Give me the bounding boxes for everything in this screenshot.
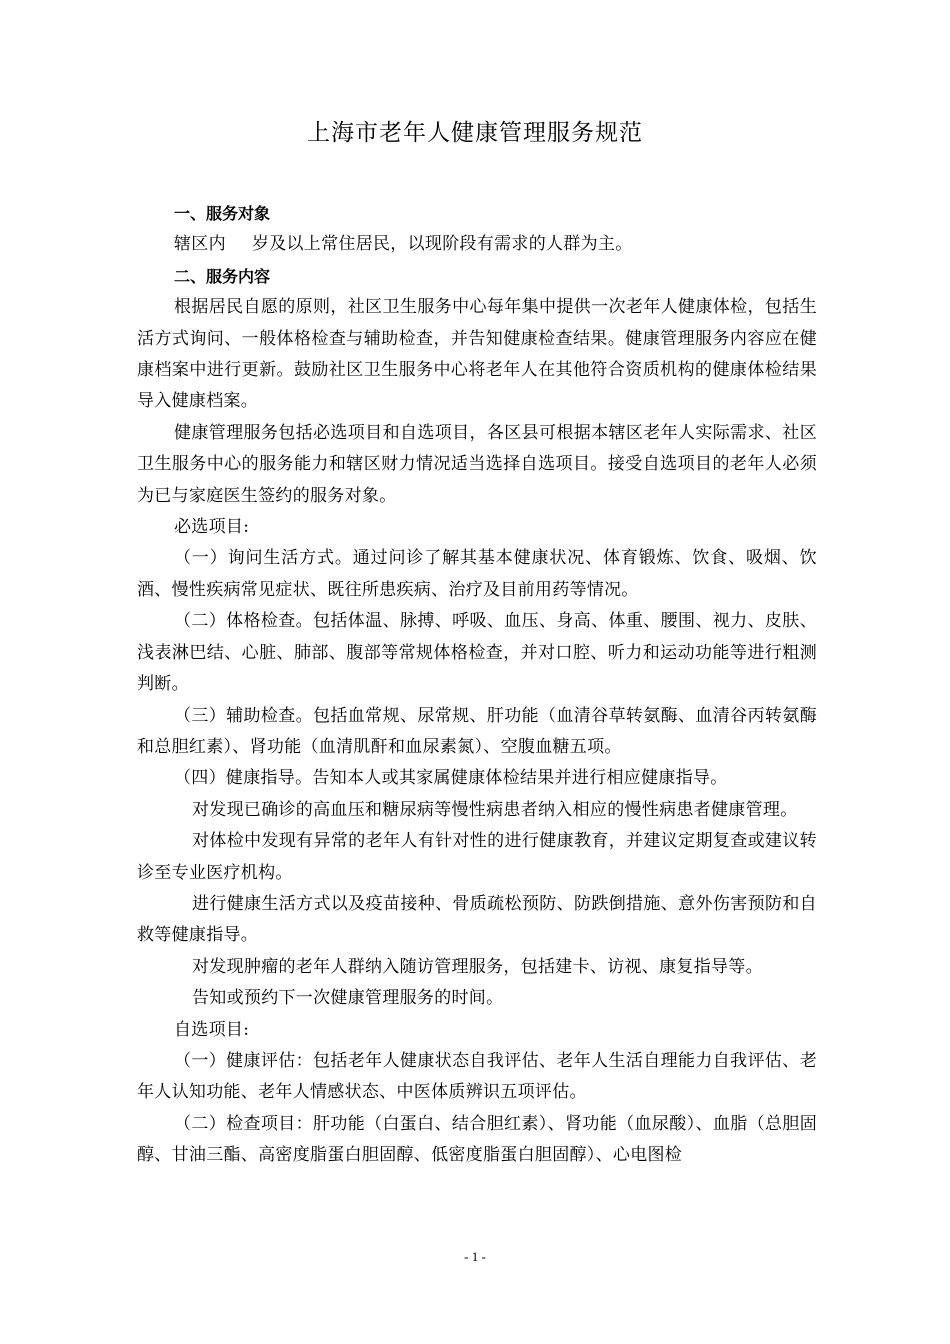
document-title: 上海市老年人健康管理服务规范	[307, 120, 643, 146]
required-item: （四）健康指导。告知本人或其家属健康体检结果并进行相应健康指导。	[174, 768, 728, 789]
required-item: （三）辅助检查。包括血常规、尿常规、肝功能（血清谷草转氨酶、血清谷丙转氨酶和总胆红素）、肾功能（血清肌酐和血尿素氮）、空腹血糖五项。	[137, 705, 817, 757]
document-body	[137, 198, 817, 1172]
required-items-label: 必选项目:	[174, 517, 250, 538]
guidance-item: 告知或预约下一次健康管理服务的时间。	[192, 988, 504, 1009]
required-item: （二）体格检查。包括体温、脉搏、呼吸、血压、身高、体重、腰围、视力、皮肤、浅表淋巴结、心脏、肺部、腹部等常规体格检查，并对口腔、听力和运动功能等进行粗测判断。	[137, 611, 817, 695]
section-heading-service-content: 二、服务内容	[174, 266, 271, 286]
guidance-item: 对发现肿瘤的老年人群纳入随访管理服务，包括建卡、访视、康复指导等。	[192, 956, 763, 977]
section-heading-service-target: 一、服务对象	[174, 204, 271, 223]
content-paragraph-1: 根据居民自愿的原则，社区卫生服务中心每年集中提供一次老年人健康体检，包括生活方式询问、一般体格检查与辅助检查，并告知健康检查结果。健康管理服务内容应在健康档案中进行更新。鼓励社区卫生服务中心将老年人在其他符合资质机构的健康体检结果导入健康档案。	[137, 297, 817, 412]
optional-item: （二）检查项目：肝功能（白蛋白、结合胆红素）、肾功能（血尿酸）、血脂（总胆固醇、甘油三酯、高密度脂蛋白胆固醇、低密度脂蛋白胆固醇）、心电图检	[137, 1113, 817, 1166]
service-target-text-a: 辖区内	[174, 234, 226, 255]
guidance-item: 进行健康生活方式以及疫苗接种、骨质疏松预防、防跌倒措施、意外伤害预防和自救等健康指导。	[137, 893, 817, 946]
service-target-paragraph	[137, 229, 817, 260]
optional-items-label: 自选项目:	[174, 1019, 250, 1040]
content-paragraph-2: 健康管理服务包括必选项目和自选项目，各区县可根据本辖区老年人实际需求、社区卫生服务中心的服务能力和辖区财力情况适当选择自选项目。接受自选项目的老年人必须为已与家庭医生签约的服务对象。	[137, 422, 817, 506]
required-item: （一）询问生活方式。通过问诊了解其基本健康状况、体育锻炼、饮食、吸烟、饮酒、慢性疾病常见症状、既往所患疾病、治疗及目前用药等情况。	[137, 548, 817, 600]
service-target-text-b: 岁及以上常住居民，以现阶段有需求的人群为主。	[251, 234, 633, 255]
guidance-item: 对体检中发现有异常的老年人有针对性的进行健康教育，并建议定期复查或建议转诊至专业医疗机构。	[137, 831, 817, 883]
guidance-item: 对发现已确诊的高血压和糖尿病等慢性病患者纳入相应的慢性病患者健康管理。	[192, 799, 798, 820]
optional-item: （一）健康评估：包括老年人健康状态自我评估、老年人生活自理能力自我评估、老年人认知功能、老年人情感状态、中医体质辨识五项评估。	[137, 1050, 817, 1103]
page-number: - 1 -	[464, 1249, 486, 1264]
